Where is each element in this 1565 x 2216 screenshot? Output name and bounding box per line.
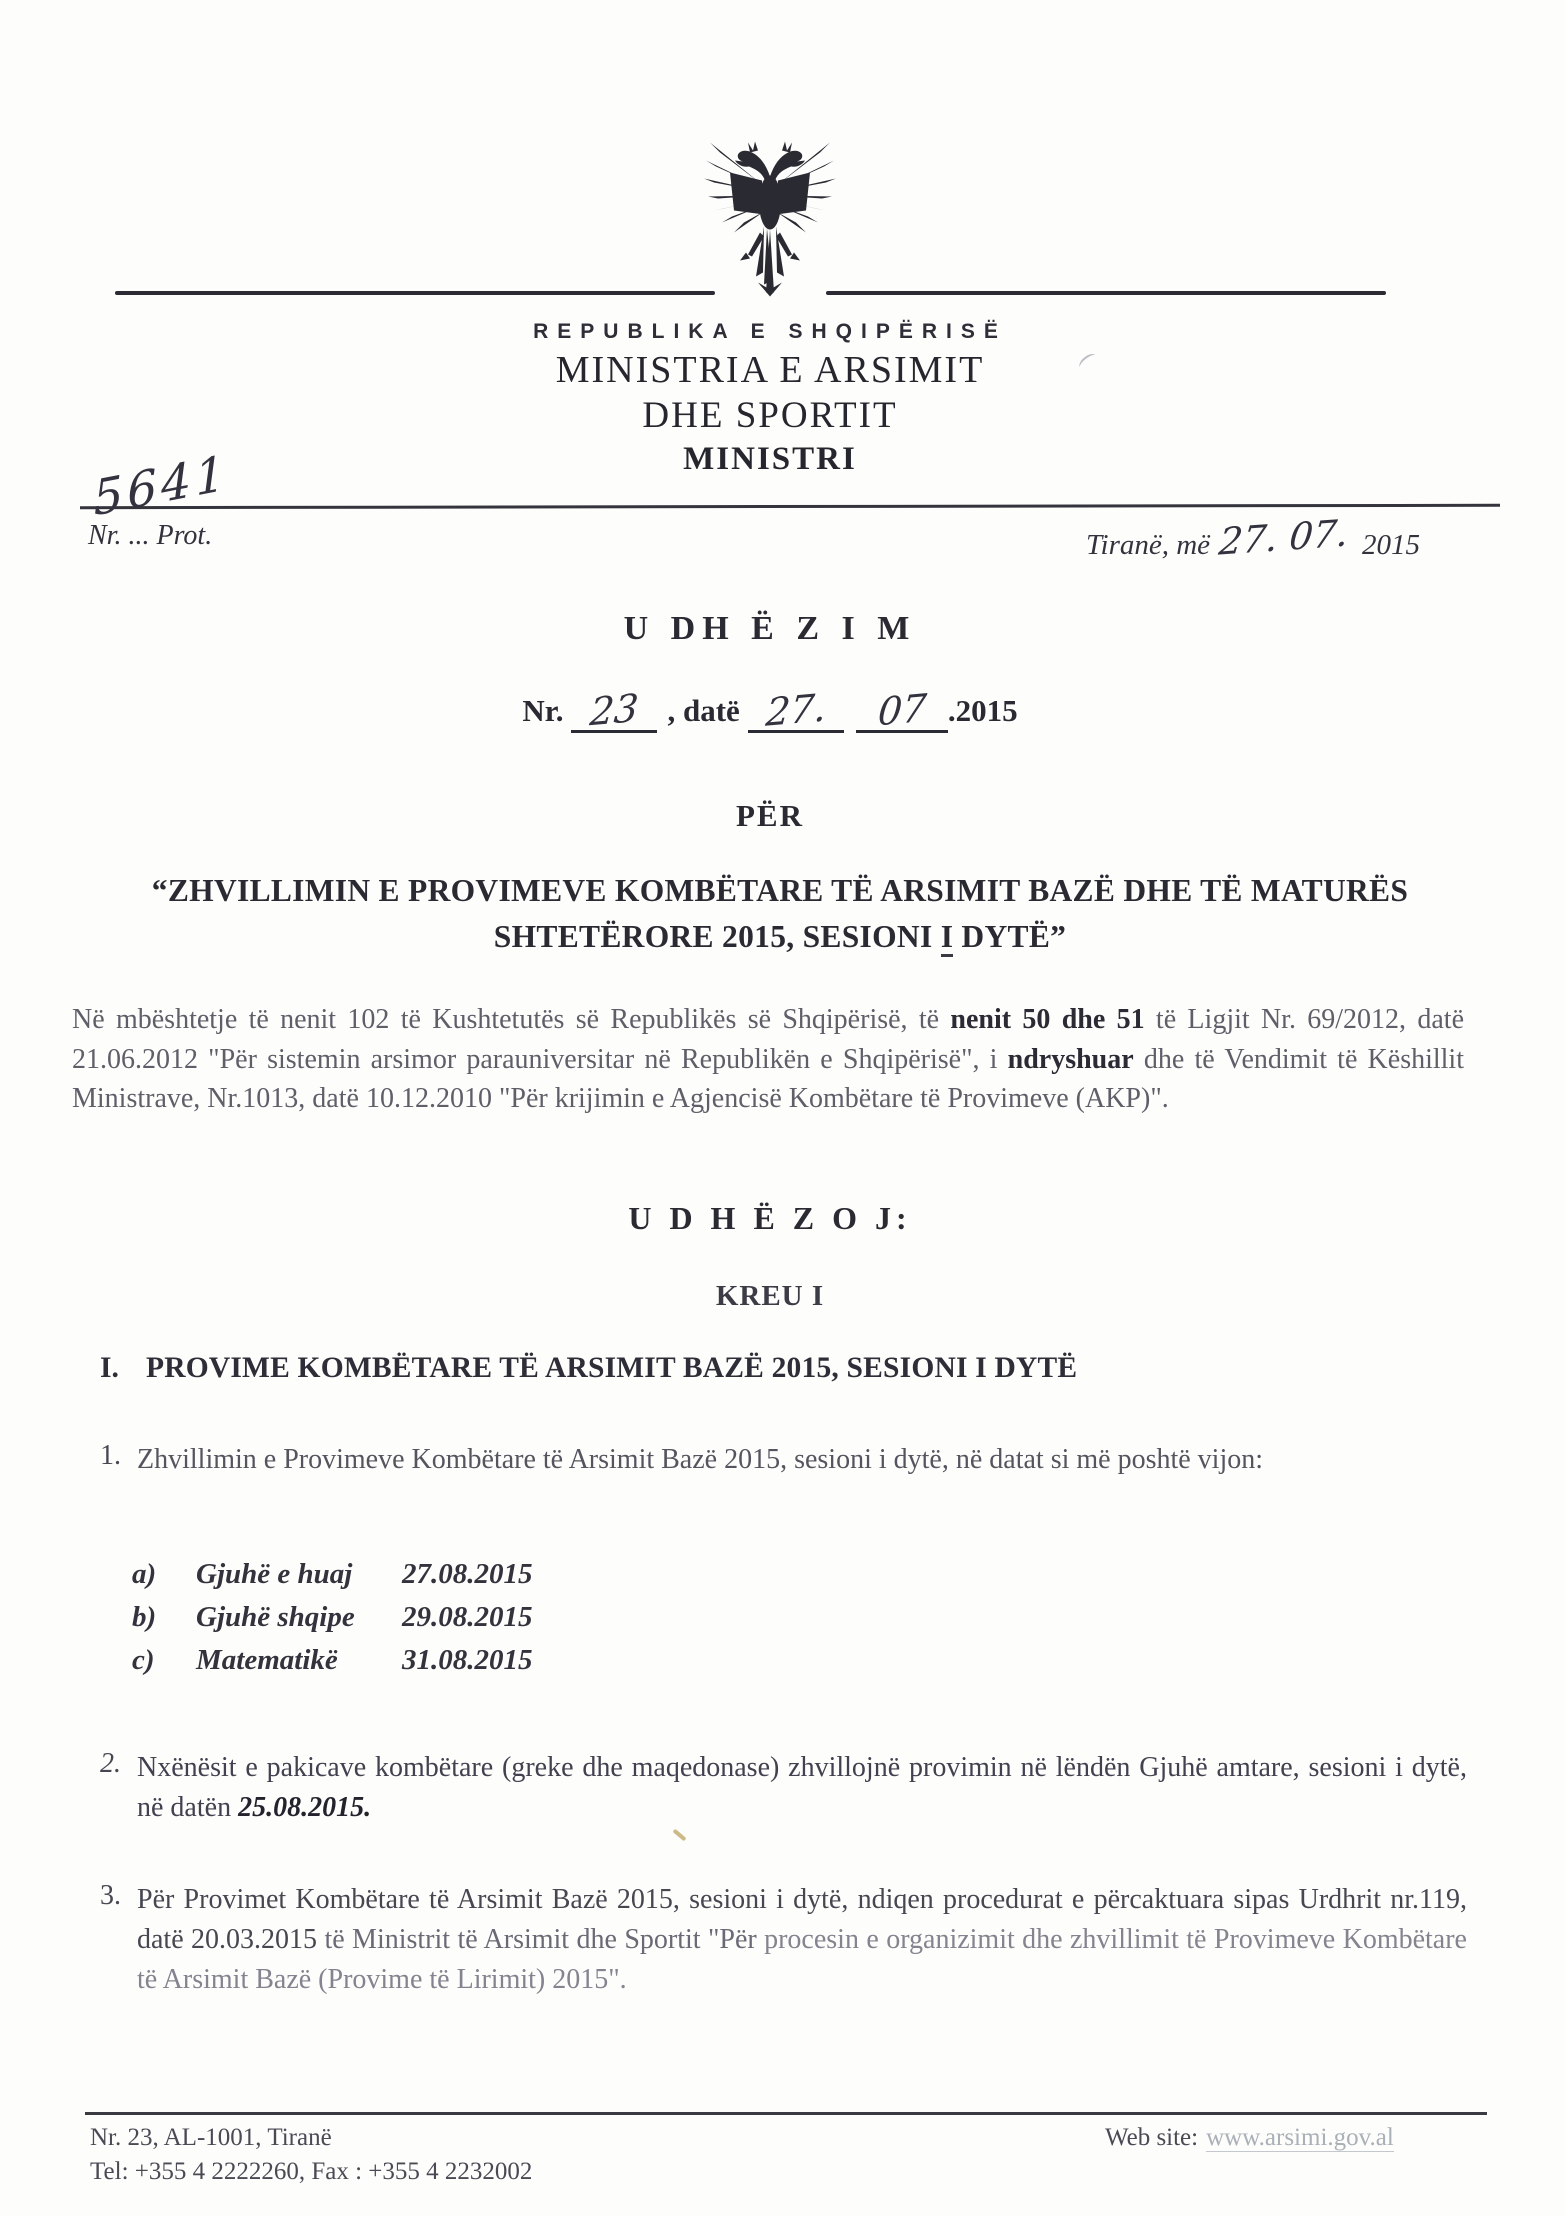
republic-title: REPUBLIKA E SHQIPËRISË — [533, 320, 1007, 343]
office-title: MINISTRI — [683, 441, 857, 477]
handwritten-act-day: 27. — [763, 685, 828, 735]
item1-number: 1. — [100, 1440, 121, 1471]
act-month-blank — [856, 686, 948, 733]
protocol-number-label: Nr. ... Prot. — [88, 520, 213, 551]
exam-schedule-row — [132, 1601, 832, 1644]
footer-divider-line — [85, 2112, 1487, 2115]
ministry-name-line1: MINISTRIA E ARSIMIT — [555, 349, 985, 391]
schedule-subject: Gjuhë shqipe — [196, 1601, 355, 1633]
act-date-label: , datë — [667, 693, 740, 728]
header-divider-left — [115, 291, 715, 295]
schedule-letter: b) — [132, 1601, 157, 1633]
item2-text — [137, 1748, 1467, 1828]
schedule-date: 27.08.2015 — [402, 1558, 533, 1590]
subject-line2-post: DYTË” — [953, 919, 1067, 954]
preamble-seg4: ndryshuar — [1007, 1043, 1134, 1075]
act-nr-label: Nr. — [522, 693, 564, 728]
act-number-blank — [571, 686, 657, 733]
footer-phone-fax: Tel: +355 4 2222260, Fax : +355 4 2232002 — [90, 2158, 533, 2185]
act-year: .2015 — [947, 693, 1018, 728]
item3-seg1: Për Provimet Kombëtare të Arsimit Bazë 2015, sesioni i dytë, ndiqen procedurat e përcaktuara sipas Urdhrit nr.119, datë 20.03.2015 — [137, 1884, 1467, 1955]
handwritten-act-month: 07 — [875, 685, 928, 735]
schedule-letter: a) — [132, 1558, 157, 1590]
website-url: www.arsimi.gov.al — [1206, 2124, 1394, 2151]
item2-exam-date: 25.08.2015. — [238, 1792, 372, 1823]
section-title: PROVIME KOMBËTARE TË ARSIMIT BAZË 2015, SESIONI I DYTË — [146, 1352, 1078, 1384]
scan-artifact-mark — [672, 1829, 686, 1842]
act-subject-line2 — [100, 914, 1460, 960]
schedule-subject: Gjuhë e huaj — [196, 1558, 353, 1590]
protocol-year: 2015 — [1362, 529, 1421, 561]
item2-number: 2. — [100, 1748, 121, 1779]
place-and-date — [1086, 511, 1421, 564]
protocol-divider-line — [80, 504, 1500, 509]
item3-number: 3. — [100, 1880, 121, 1911]
website-label: Web site: — [1105, 2124, 1199, 2151]
exam-schedule-row — [132, 1558, 832, 1601]
albanian-eagle-emblem — [700, 112, 840, 312]
handwritten-date: 27. 07. — [1217, 511, 1351, 564]
chapter-heading: KREU I — [715, 1280, 825, 1312]
subject-line2-pre: SHTETËRORE 2015, SESIONI — [493, 919, 941, 954]
act-subject-title — [100, 868, 1460, 960]
subject-line2-underlined: I — [941, 919, 954, 957]
footer-address: Nr. 23, AL-1001, Tiranë — [90, 2124, 332, 2151]
order-heading: U D H Ë Z O J: — [628, 1200, 912, 1236]
per-label: PËR — [736, 798, 804, 833]
schedule-subject: Matematikë — [196, 1644, 338, 1676]
handwritten-protocol-number: 5641 — [91, 444, 231, 528]
item3-text — [137, 1880, 1467, 2000]
header-divider-right — [826, 291, 1386, 295]
act-type-title: U DH Ë Z I M — [623, 610, 917, 647]
item1-text: Zhvillimin e Provimeve Kombëtare të Arsimit Bazë 2015, sesioni i dytë, në datat si më poshtë vijon: — [137, 1444, 1264, 1475]
act-number-line — [0, 686, 1540, 733]
handwritten-act-number: 23 — [588, 685, 641, 735]
schedule-date: 31.08.2015 — [402, 1644, 533, 1676]
exam-schedule-row — [132, 1644, 832, 1687]
preamble-seg1: Në mbështetje të nenit 102 të Kushtetutës së Republikës së Shqipërisë, të — [72, 1004, 951, 1035]
section-number: I. — [100, 1352, 119, 1384]
preamble-paragraph — [72, 1000, 1464, 1119]
item3-seg3: procesin e organizimit dhe zhvillimit të Provimeve Kombëtare të Arsimit Bazë (Provime të Lirimit) 2015". — [137, 1924, 1467, 1995]
preamble-seg3: të Ligjit Nr. 69/2012, datë 21.06.2012 "Për sistemin arsimor parauniversitar në Republikën e Shqipërisë", i — [72, 1004, 1465, 1075]
preamble-seg5: dhe të Vendimit të Këshillit Ministrave, Nr.1013, datë 10.12.2010 "Për krijimin e Agjencisë Kombëtare të Provimeve (AKP)". — [72, 1043, 1464, 1114]
item3-seg2: të Ministrit të Arsimit dhe Sportit "Për — [324, 1924, 765, 1955]
ministry-name-line2: DHE SPORTIT — [642, 395, 898, 436]
preamble-seg2: nenit 50 dhe 51 — [950, 1004, 1145, 1035]
schedule-letter: c) — [132, 1644, 155, 1676]
act-day-blank — [748, 686, 844, 733]
schedule-date: 29.08.2015 — [402, 1601, 533, 1633]
act-subject-line1: “ZHVILLIMIN E PROVIMEVE KOMBËTARE TË ARSIMIT BAZË DHE TË MATURËS — [151, 873, 1409, 908]
place-date-label: Tiranë, më — [1086, 529, 1211, 561]
item2-text-body: Nxënësit e pakicave kombëtare (greke dhe maqedonase) zhvillojnë provimin në lëndën Gjuhë amtare, sesioni i dytë, në datën — [137, 1752, 1467, 1823]
footer-website — [1105, 2124, 1394, 2152]
